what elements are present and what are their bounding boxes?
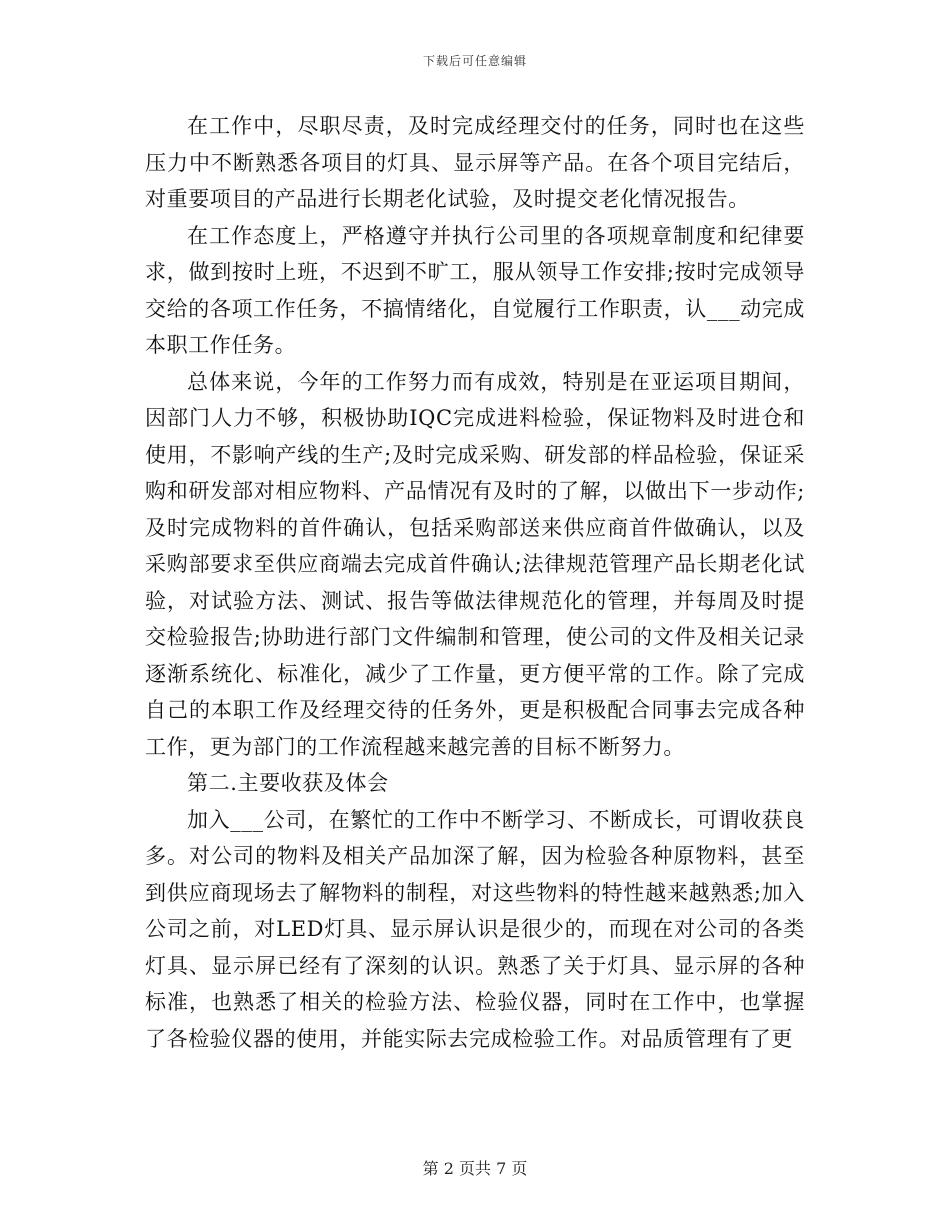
paragraph-gains: 加入___公司，在繁忙的工作中不断学习、不断成长，可谓收获良多。对公司的物料及相关产品加深了解，因为检验各种原物料，甚至到供应商现场去了解物料的制程，对这些物料的特性越来越熟悉;加入公司之前，对LED灯具、显示屏认识是很少的，而现在对公司的各类灯具、显示屏已经有了深刻的认识。熟悉了关于灯具、显示屏的各种标准，也熟悉了相关的检验方法、检验仪器，同时在工作中，也掌握了各检验仪器的使用，并能实际去完成检验工作。对品质管理有了更 (145, 807, 805, 1051)
paragraph-work-duties: 在工作中，尽职尽责，及时完成经理交付的任务，同时也在这些压力中不断熟悉各项目的灯具、显示屏等产品。在各个项目完结后，对重要项目的产品进行长期老化试验，及时提交老化情况报告。 (145, 114, 805, 211)
page-header: 下载后可任意编辑 (422, 54, 527, 68)
document-body (145, 108, 805, 1057)
paragraph-work-attitude: 在工作态度上，严格遵守并执行公司里的各项规章制度和纪律要求，做到按时上班，不迟到不旷工，服从领导工作安排;按时完成领导交给的各项工作任务，不搞情绪化，自觉履行工作职责，认___动完成本职工作任务。 (145, 223, 805, 357)
paragraph-summary: 总体来说，今年的工作努力而有成效，特别是在亚运项目期间，因部门人力不够，积极协助IQC完成进料检验，保证物料及时进仓和使用，不影响产线的生产;及时完成采购、研发部的样品检验，保证采购和研发部对相应物料、产品情况有及时的了解，以做出下一步动作;及时完成物料的首件确认，包括采购部送来供应商首件做确认，以及采购部要求至供应商端去完成首件确认;法律规范管理产品长期老化试验，对试验方法、测试、报告等做法律规范化的管理，并每周及时提交检验报告;协助进行部门文件编制和管理，使公司的文件及相关记录逐渐系统化、标准化，减少了工作量，更方便平常的工作。除了完成自己的本职工作及经理交待的任务外，更是积极配合同事去完成各种工作，更为部门的工作流程越来越完善的目标不断努力。 (145, 369, 805, 759)
page-number: 第 2 页共 7 页 (422, 1159, 528, 1178)
section-heading: 第二.主要收获及体会 (187, 771, 389, 795)
